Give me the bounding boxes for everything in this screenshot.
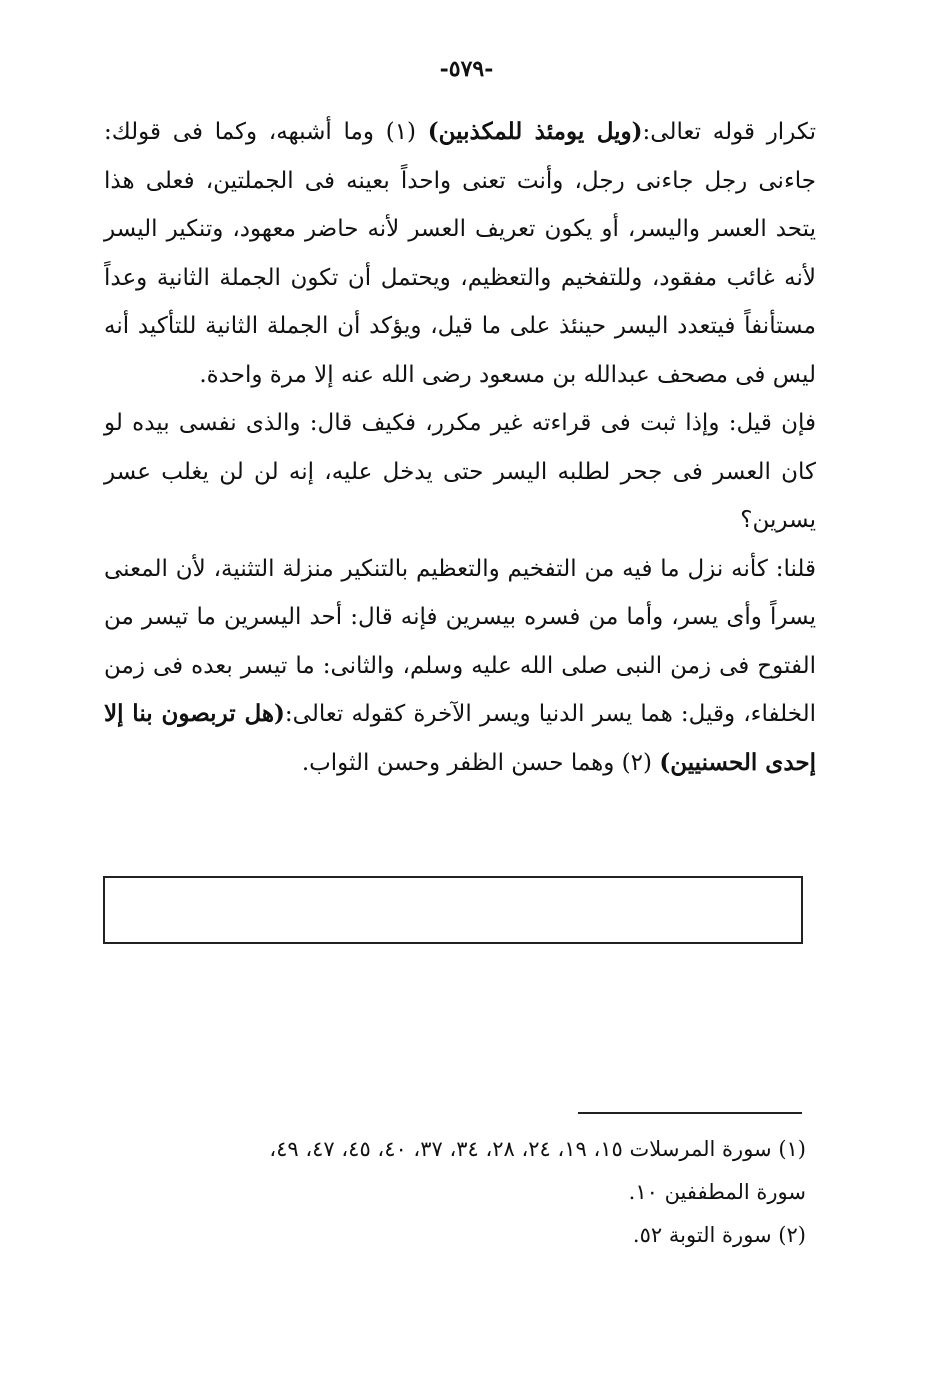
footnote-2: (٢) سورة التوبة ٥٢. bbox=[632, 1223, 806, 1247]
paragraph-2: فإن قيل: وإذا ثبت فى قراءته غير مكرر، فكيف قال: والذى نفسى بيده لو كان العسر فى جحر لطلبه اليسر حتى يدخل عليه، إنه لن لن يغلب عسر يسرين؟ bbox=[104, 410, 816, 533]
paragraph-1-text: وما أشبهه، وكما فى قولك: جاءنى رجل جاءنى رجل، وأنت تعنى واحداً بعينه فى الجملتين، فعلى هذا يتحد العسر واليسر، أو يكون تعريف العسر لأنه حاضر معهود، وتنكير اليسر لأنه غائب مفقود، وللتفخيم والتعظيم، ويحتمل أن تكون الجملة الثانية وعداً مستأنفاً فيتعدد اليسر حينئذ على ما قيل، ويؤكد أن الجملة الثانية للتأكيد أنه ليس فى مصحف عبدالله بن مسعود رضى الله عنه إلا مرة واحدة. bbox=[104, 119, 816, 388]
footnote-divider bbox=[578, 1112, 802, 1114]
page-number: -٥٧٩- bbox=[439, 56, 494, 82]
empty-box bbox=[103, 876, 803, 944]
footnotes bbox=[96, 1128, 806, 1257]
quran-verse-1: (ويل يومئذ للمكذبين) bbox=[427, 118, 643, 145]
paragraph-1-intro: تكرار قوله تعالى: bbox=[642, 119, 816, 145]
paragraph-1 bbox=[104, 108, 816, 399]
footnote-1-line-1: (١) سورة المرسلات ١٥، ١٩، ٢٤، ٢٨، ٣٤، ٣٧، ٤٠، ٤٥، ٤٧، ٤٩، bbox=[269, 1137, 806, 1161]
footnote-ref-1: (١) bbox=[373, 119, 428, 145]
paragraph-3-text: قلنا: كأنه نزل ما فيه من التفخيم والتعظيم بالتنكير منزلة التثنية، لأن المعنى يسراً وأى يسر، وأما من فسره بيسرين فإنه قال: أحد اليسرين ما تيسر من الفتوح فى زمن النبى صلى الله عليه وسلم، والثانى: ما تيسر بعده فى زمن الخلفاء، وقيل: هما يسر الدنيا ويسر الآخرة كقوله تعالى: bbox=[104, 555, 816, 727]
paragraph-3-ending: وهما حسن الظفر وحسن الثواب. bbox=[301, 749, 615, 776]
quran-verse-2: (هل تربصون بنا إلا إحدى الحسنيين) bbox=[104, 700, 816, 776]
main-text bbox=[104, 108, 816, 787]
paragraph-3 bbox=[104, 545, 816, 788]
footnote-ref-2: (٢) bbox=[614, 749, 660, 776]
footnote-1-line-2: سورة المطففين ١٠. bbox=[628, 1180, 806, 1204]
